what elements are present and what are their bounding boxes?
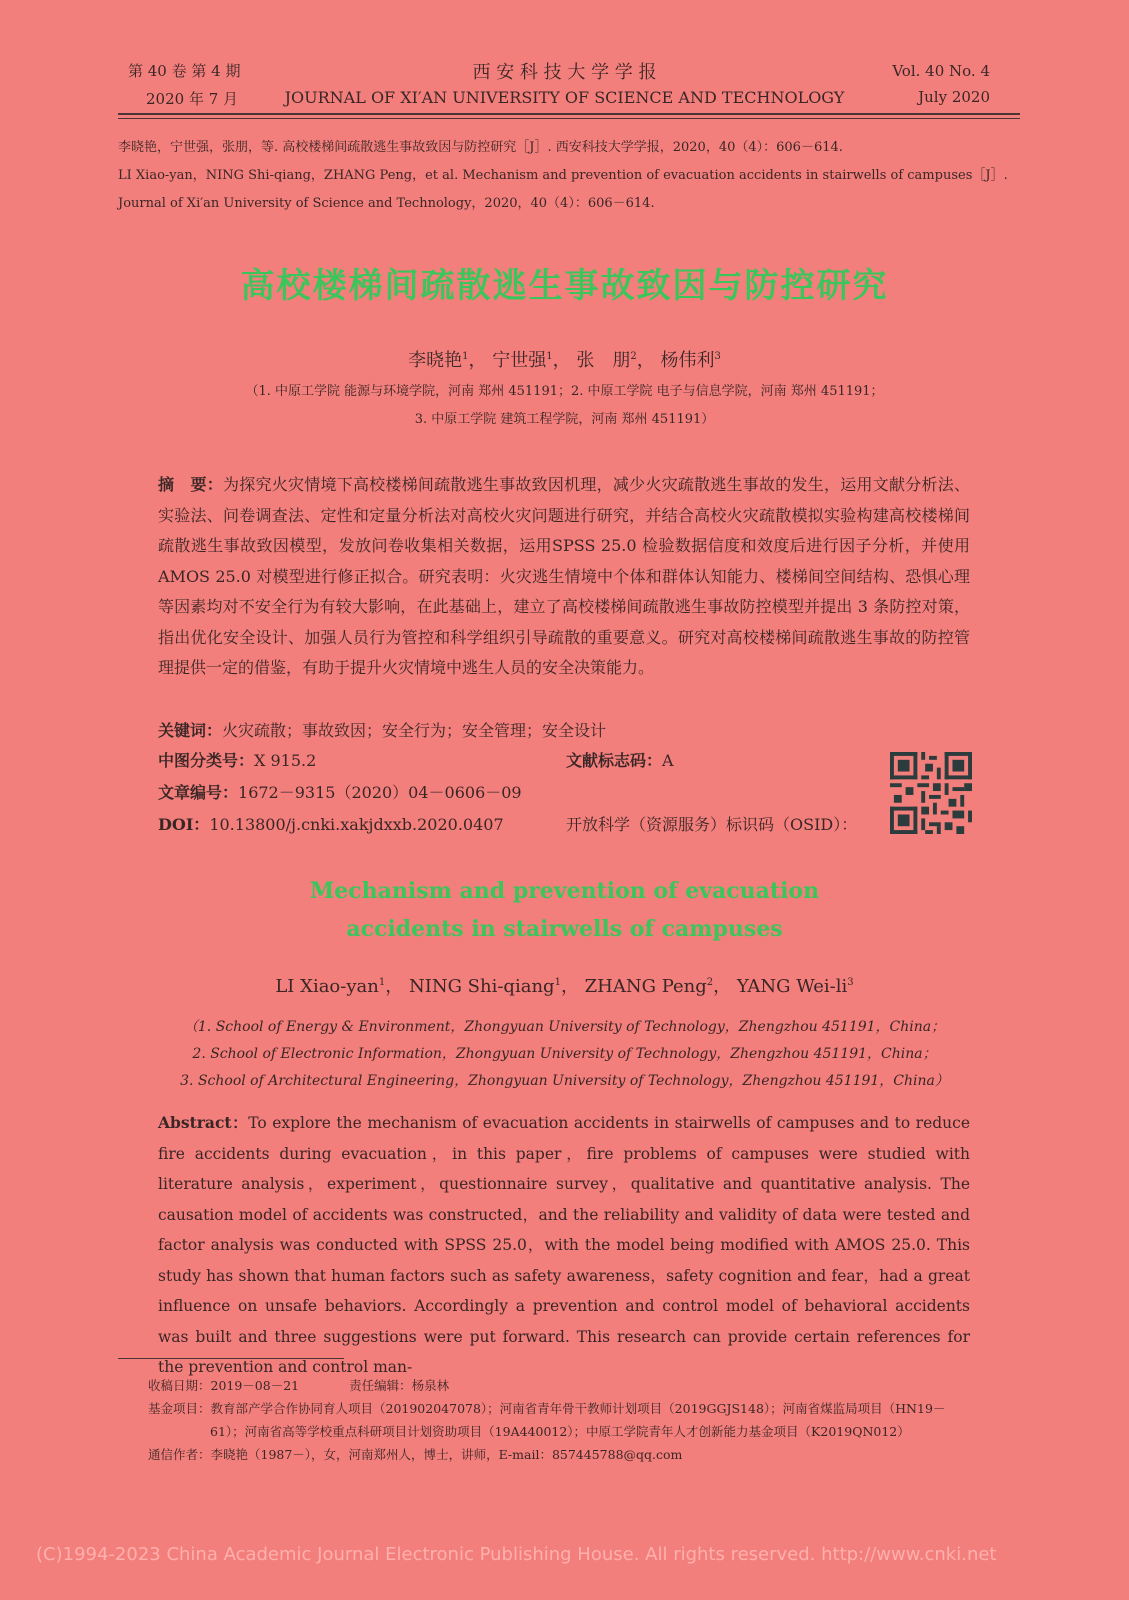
footnote-rule bbox=[118, 1358, 344, 1359]
clc-number bbox=[158, 746, 316, 776]
affiliation-line: 3. School of Architectural Engineering，Zhongyuan University of Technology，Zhengzhou 451191，China） bbox=[180, 1073, 949, 1089]
issue-date: 2020 年 7 月 bbox=[146, 90, 239, 108]
author-name: 张 朋 bbox=[576, 350, 631, 371]
journal-name-en: JOURNAL OF XI′AN UNIVERSITY OF SCIENCE AND TECHNOLOGY bbox=[284, 88, 845, 107]
abstract-text: 为探究火灾情境下高校楼梯间疏散逃生事故致因机理，减少火灾疏散逃生事故的发生，运用文献分析法、实验法、问卷调查法、定性和定量分析法对高校火灾问题进行研究，并结合高校火灾疏散模拟实验构建高校楼梯间疏散逃生事故致因模型，发放问卷收集相关数据，运用SPSS 25.0 检验数据信度和效度后进行因子分析，并使用 AMOS 25.0 对模型进行修正拟合。研究表明：火灾逃生情境中个体和群体认知能力、楼梯间空间结构、恐惧心理等因素均对不安全行为有较大影响，在此基础上，建立了高校楼梯间疏散逃生事故防控模型并提出 3 条防控对策，指出优化安全设计、加强人员行为管控和科学组织引导疏散的重要意义。研究对高校楼梯间疏散逃生事故的防控管理提供一定的借鉴，有助于提升火灾情境中逃生人员的安全决策能力。 bbox=[158, 475, 970, 677]
header-rule-thin bbox=[118, 118, 1020, 119]
abstract-text: To explore the mechanism of evacuation accidents in stairwells of campuses and to reduce fire accidents during evacuation，in this paper，fire problems of campuses were studied with literature analysis，experiment，questionnaire survey，qualitative and quantitative analysis. The causation model of accidents was constructed，and the reliability and validity of data were tested and factor analysis was conducted with SPSS 25.0，with the model being modified with AMOS 25.0. This study has shown that human factors such as safety awareness，safety cognition and fear，had a great influence on unsafe behaviors. Accordingly a prevention and control model of behavioral accidents was built and three suggestions were put forward. This research can provide certain references for the prevention and control man- bbox=[158, 1114, 970, 1376]
footnotes bbox=[148, 1374, 1018, 1466]
date-en: July 2020 bbox=[918, 88, 990, 106]
author-sup: 1 bbox=[378, 977, 386, 988]
authors-en: LI Xiao-yan$^1$， NING Shi-qiang$^1$， ZHANG Peng$^2$， YANG Wei-$li^3$ bbox=[275, 976, 854, 997]
author-name: NING Shi-qiang bbox=[408, 976, 555, 997]
author-name: 宁世强 bbox=[492, 350, 547, 371]
author-sup: 3 bbox=[847, 977, 854, 988]
volume-issue: 第 40 卷 第 4 期 bbox=[128, 62, 241, 80]
affiliation-line: （1. School of Energy & Environment，Zhongyuan University of Technology，Zhengzhou 451191，China； bbox=[183, 1019, 946, 1035]
article-no-text: 1672－9315（2020）04－0606－09 bbox=[238, 783, 522, 802]
author-sup: 2 bbox=[630, 351, 637, 362]
affiliation-line: 3. 中原工学院 建筑工程学院，河南 郑州 451191） bbox=[414, 412, 715, 427]
author-sup: 2 bbox=[706, 977, 714, 988]
keywords-label: 关键词： bbox=[158, 721, 223, 740]
article-number bbox=[158, 778, 522, 808]
affiliation-line: 2. School of Electronic Information，Zhongyuan University of Technology，Zhengzhou 451191，China； bbox=[192, 1046, 937, 1062]
author-name: 李晓艳 bbox=[408, 350, 463, 371]
author-sup: 1 bbox=[546, 351, 553, 362]
abstract-en bbox=[158, 1108, 970, 1383]
citation-block bbox=[118, 134, 1018, 218]
doc-code-label: 文献标志码： bbox=[566, 751, 663, 770]
english-title-line: Mechanism and prevention of evacuation bbox=[309, 878, 820, 904]
author-name: LI Xiao-yan bbox=[275, 976, 379, 997]
footnote-line bbox=[148, 1374, 1018, 1397]
received-date: 收稿日期：2019－08－21 bbox=[148, 1378, 300, 1393]
fund-line: 基金项目：教育部产学合作协同育人项目（201902047078）；河南省青年骨干教师计划项目（2019GGJS148）；河南省煤监局项目（HN19－ bbox=[148, 1401, 946, 1416]
author-sup: 1 bbox=[554, 977, 561, 988]
clc-label: 中图分类号： bbox=[158, 751, 255, 770]
journal-name-cn: 西 安 科 技 大 学 学 报 bbox=[472, 62, 657, 83]
clc-text: X 915.2 bbox=[254, 751, 317, 770]
copyright-watermark: (C)1994-2023 China Academic Journal Electronic Publishing House. All rights reserved. http://www.cnki.net bbox=[36, 1544, 997, 1565]
qr-code-icon[interactable] bbox=[890, 752, 972, 834]
header-rule bbox=[118, 113, 1020, 115]
fund-line: 61）；河南省高等学校重点科研项目计划资助项目（19A440012）；中原工学院青年人才创新能力基金项目（K2019QN012） bbox=[210, 1424, 910, 1439]
citation-en: LI Xiao-yan，NING Shi-qiang，ZHANG Peng，et al. Mechanism and prevention of evacuation accidents in stairwells of campuses［J］. bbox=[118, 168, 1008, 183]
vol-no-en: Vol. 40 No. 4 bbox=[892, 62, 990, 80]
abstract-label: Abstract： bbox=[158, 1113, 249, 1132]
corresponding-author: 通信作者：李晓艳（1987－），女，河南郑州人，博士，讲师，E-mail：857445788@qq.com bbox=[148, 1447, 683, 1462]
affiliation-line: （1. 中原工学院 能源与环境学院，河南 郑州 451191；2. 中原工学院 电子与信息学院，河南 郑州 451191； bbox=[245, 384, 884, 399]
citation-cn: 李晓艳，宁世强，张朋，等. 高校楼梯间疏散逃生事故致因与防控研究［J］. 西安科技大学学报，2020，40（4）：606－614. bbox=[118, 140, 843, 155]
author-name: 杨伟利 bbox=[660, 350, 715, 371]
author-sup: 1 bbox=[462, 351, 469, 362]
author-sup: 3 bbox=[714, 351, 721, 362]
doc-code-text: A bbox=[662, 751, 674, 770]
osid-label: 开放科学（资源服务）标识码（OSID）： bbox=[566, 815, 858, 834]
english-title-line: accidents in stairwells of campuses bbox=[346, 916, 783, 942]
document-code bbox=[566, 746, 674, 776]
doi-text: 10.13800/j.cnki.xakjdxxb.2020.0407 bbox=[209, 815, 504, 834]
abstract-label: 摘 要： bbox=[158, 475, 223, 494]
abstract-cn bbox=[158, 470, 970, 684]
authors-cn: 李晓艳$^1$， 宁世强$^1$， 张 朋$^2$， 杨伟利$^3$ bbox=[408, 350, 721, 371]
affiliations-cn bbox=[0, 378, 1129, 434]
doi-label: DOI： bbox=[158, 815, 210, 834]
keywords-text: 火灾疏散；事故致因；安全行为；安全管理；安全设计 bbox=[222, 721, 607, 740]
article-no-label: 文章编号： bbox=[158, 783, 239, 802]
citation-en-cont: Journal of Xi′an University of Science and Technology，2020，40（4）：606－614. bbox=[118, 196, 655, 211]
page-title: 高校楼梯间疏散逃生事故致因与防控研究 bbox=[240, 266, 889, 306]
editor: 责任编辑：杨泉林 bbox=[349, 1378, 450, 1393]
english-title bbox=[0, 872, 1129, 948]
author-name: YANG Wei-li bbox=[736, 976, 848, 997]
affiliations-en bbox=[0, 1014, 1129, 1095]
author-name: ZHANG Peng bbox=[584, 976, 707, 997]
keywords-cn bbox=[158, 716, 606, 746]
doi bbox=[158, 810, 504, 840]
